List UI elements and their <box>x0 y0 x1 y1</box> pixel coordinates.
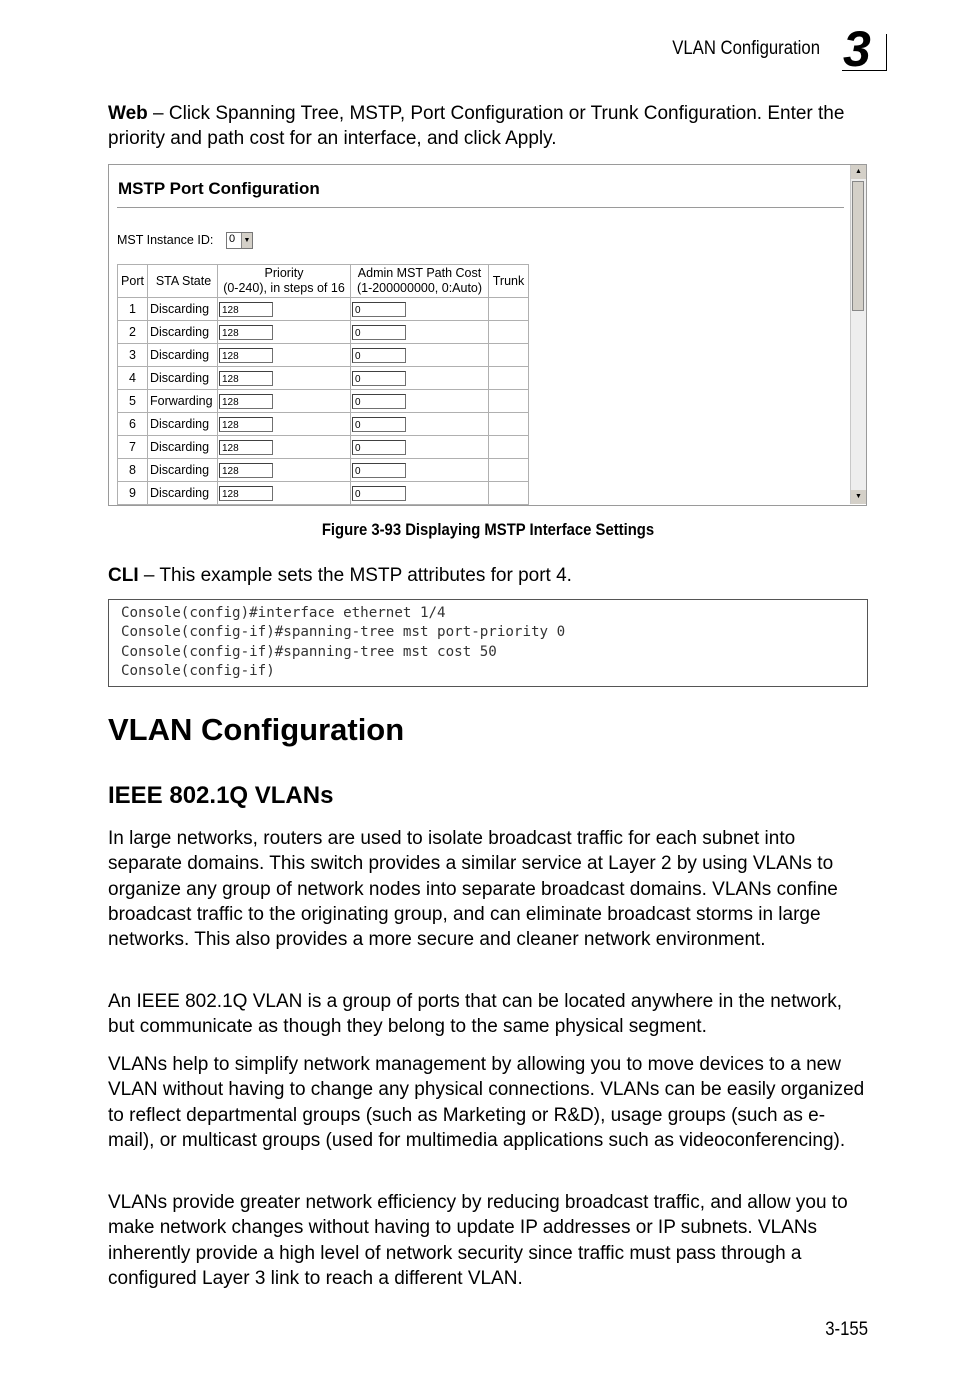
mst-instance-select[interactable] <box>226 232 253 249</box>
col-header-sta-state: STA State <box>148 265 218 298</box>
priority-cell <box>218 367 351 390</box>
path-cost-input[interactable]: 0 <box>352 463 406 478</box>
priority-input[interactable]: 128 <box>219 371 273 386</box>
col-header-cost-line1: Admin MST Path Cost <box>357 266 482 280</box>
sta-state-cell: Discarding <box>148 344 218 367</box>
priority-input[interactable]: 128 <box>219 302 273 317</box>
priority-cell <box>218 298 351 321</box>
path-cost-cell <box>351 367 489 390</box>
table-row <box>118 344 529 367</box>
trunk-cell <box>489 459 529 482</box>
code-line: Console(config-if)#spanning-tree mst cost 50 <box>121 644 497 660</box>
priority-input[interactable]: 128 <box>219 417 273 432</box>
priority-input[interactable]: 128 <box>219 486 273 501</box>
mstp-port-table <box>117 264 529 505</box>
table-row <box>118 321 529 344</box>
body-paragraph: VLANs provide greater network efficiency by reducing broadcast traffic, and allow you to make network changes without having to update IP addresses or IP subnets. VLANs inherently provide a high level of network security since traffic must pass through a configured Layer 3 link to reach a different VLAN. <box>108 1192 848 1289</box>
section-title: VLAN Configuration <box>108 712 405 747</box>
code-line: Console(config)#interface ethernet 1/4 <box>121 605 446 621</box>
mstp-port-config-screenshot <box>108 164 867 506</box>
path-cost-input[interactable]: 0 <box>352 302 406 317</box>
priority-input[interactable]: 128 <box>219 440 273 455</box>
cli-text: – This example sets the MSTP attributes for port 4. <box>138 565 572 586</box>
sta-state-cell: Forwarding <box>148 390 218 413</box>
trunk-cell <box>489 344 529 367</box>
col-header-priority-line2: (0-240), in steps of 16 <box>223 281 345 295</box>
path-cost-input[interactable]: 0 <box>352 325 406 340</box>
trunk-cell <box>489 482 529 505</box>
web-text: – Click Spanning Tree, MSTP, Port Configuration or Trunk Configuration. Enter the priority and path cost for an interface, and click Apply. <box>108 103 845 150</box>
path-cost-cell <box>351 413 489 436</box>
port-cell: 8 <box>118 459 148 482</box>
trunk-cell <box>489 367 529 390</box>
scroll-down-arrow-icon[interactable]: ▼ <box>851 490 866 504</box>
running-header-title: VLAN Configuration <box>672 38 820 59</box>
sta-state-cell: Discarding <box>148 482 218 505</box>
priority-cell <box>218 482 351 505</box>
priority-input[interactable]: 128 <box>219 348 273 363</box>
priority-input[interactable]: 128 <box>219 325 273 340</box>
col-header-priority <box>218 265 351 298</box>
cli-instructions <box>108 563 868 588</box>
web-instructions <box>108 101 868 152</box>
port-cell: 6 <box>118 413 148 436</box>
table-row <box>118 459 529 482</box>
mst-instance-label: MST Instance ID: <box>117 233 214 247</box>
trunk-cell <box>489 321 529 344</box>
code-line: Console(config-if)#spanning-tree mst port-priority 0 <box>121 624 566 640</box>
sta-state-cell: Discarding <box>148 436 218 459</box>
path-cost-cell <box>351 390 489 413</box>
sta-state-cell: Discarding <box>148 459 218 482</box>
table-row <box>118 482 529 505</box>
path-cost-cell <box>351 321 489 344</box>
port-cell: 9 <box>118 482 148 505</box>
trunk-cell <box>489 413 529 436</box>
port-cell: 7 <box>118 436 148 459</box>
path-cost-input[interactable]: 0 <box>352 348 406 363</box>
scrollbar-thumb[interactable] <box>852 181 864 311</box>
cli-lead: CLI <box>108 565 139 586</box>
scroll-up-arrow-icon[interactable]: ▲ <box>851 165 866 179</box>
port-cell: 2 <box>118 321 148 344</box>
table-row <box>118 390 529 413</box>
chapter-number: 3 <box>843 21 871 77</box>
subsection-title: IEEE 802.1Q VLANs <box>108 782 334 809</box>
col-header-priority-line1: Priority <box>264 266 304 280</box>
body-paragraph: VLANs help to simplify network management by allowing you to move devices to a new VLAN without having to change any physical connections. VLANs can be easily organized to reflect departmental groups (such as Marketing or R&D), usage groups (such as e-mail), or multicast groups (used for multimedia applications such as videoconferencing). <box>108 1054 865 1151</box>
col-header-path-cost <box>351 265 489 298</box>
col-header-port: Port <box>118 265 148 298</box>
path-cost-input[interactable]: 0 <box>352 440 406 455</box>
priority-cell <box>218 321 351 344</box>
priority-cell <box>218 413 351 436</box>
trunk-cell <box>489 390 529 413</box>
path-cost-input[interactable]: 0 <box>352 394 406 409</box>
sta-state-cell: Discarding <box>148 413 218 436</box>
sta-state-cell: Discarding <box>148 367 218 390</box>
path-cost-input[interactable]: 0 <box>352 417 406 432</box>
path-cost-cell <box>351 459 489 482</box>
dropdown-arrow-icon[interactable]: ▼ <box>241 233 252 248</box>
path-cost-input[interactable]: 0 <box>352 371 406 386</box>
screenshot-title: MSTP Port Configuration <box>118 179 320 198</box>
table-row <box>118 367 529 390</box>
table-row <box>118 436 529 459</box>
path-cost-input[interactable]: 0 <box>352 486 406 501</box>
port-cell: 4 <box>118 367 148 390</box>
sta-state-cell: Discarding <box>148 298 218 321</box>
trunk-cell <box>489 298 529 321</box>
port-cell: 3 <box>118 344 148 367</box>
priority-input[interactable]: 128 <box>219 463 273 478</box>
priority-cell <box>218 344 351 367</box>
path-cost-cell <box>351 436 489 459</box>
priority-cell <box>218 390 351 413</box>
priority-input[interactable]: 128 <box>219 394 273 409</box>
path-cost-cell <box>351 344 489 367</box>
priority-cell <box>218 459 351 482</box>
priority-cell <box>218 436 351 459</box>
trunk-cell <box>489 436 529 459</box>
path-cost-cell <box>351 482 489 505</box>
port-cell: 1 <box>118 298 148 321</box>
figure-caption: Figure 3-93 Displaying MSTP Interface Settings <box>321 521 655 539</box>
body-paragraph: In large networks, routers are used to isolate broadcast traffic for each subnet into separate domains. This switch provides a similar service at Layer 2 by using VLANs to organize any group of network nodes into separate broadcast domains. VLANs confine broadcast traffic to the originating group, and can eliminate broadcast storms in large networks. This also provides a more secure and cleaner network environment. <box>108 828 838 951</box>
path-cost-cell <box>351 298 489 321</box>
vertical-scrollbar[interactable] <box>850 165 866 504</box>
table-row <box>118 413 529 436</box>
mst-instance-value: 0 <box>229 233 236 245</box>
col-header-cost-line2: (1-200000000, 0:Auto) <box>356 281 483 295</box>
page-number: 3-155 <box>825 1319 868 1340</box>
cli-code-block <box>108 599 868 687</box>
body-paragraph: An IEEE 802.1Q VLAN is a group of ports that can be located anywhere in the network, but communicate as though they belong to the same physical segment. <box>108 991 843 1038</box>
table-row <box>118 298 529 321</box>
col-header-trunk: Trunk <box>489 265 529 298</box>
web-lead: Web <box>108 103 148 124</box>
sta-state-cell: Discarding <box>148 321 218 344</box>
code-line: Console(config-if) <box>121 663 275 679</box>
port-cell: 5 <box>118 390 148 413</box>
title-divider <box>117 207 844 208</box>
